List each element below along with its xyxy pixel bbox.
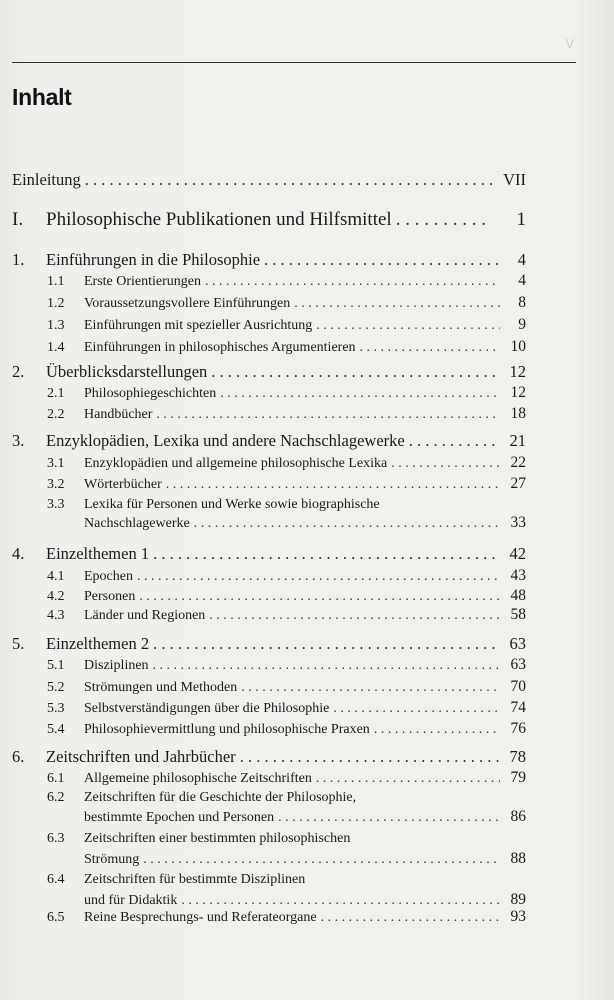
toc-page-number: 4 [517,250,526,269]
header-rule [12,62,576,63]
toc-page-number: 76 [510,720,526,737]
toc-section-6-4[interactable] [47,872,526,888]
toc-section-label: Reine Besprechungs- und Referateorgane [84,910,317,925]
leader-dots [156,407,500,423]
leader-dots [153,634,500,654]
leader-dots [264,250,500,270]
leader-dots [391,456,500,472]
toc-section-number: 2.1 [47,386,65,401]
leader-dots [85,170,492,190]
toc-section-label: Zeitschriften einer bestimmten philosophischen [84,831,351,846]
toc-part-label: Philosophische Publikationen und Hilfsmittel [46,209,392,230]
toc-section-6-2-cont[interactable] [84,808,526,826]
leader-dots [409,431,500,451]
toc-page-number: 27 [510,475,526,492]
toc-section-number: 4.1 [47,569,65,584]
toc-section-4-1[interactable] [47,567,526,585]
toc-section-5-4[interactable] [47,720,526,738]
toc-part-number: I. [12,209,24,230]
leader-dots [333,701,500,717]
toc-page-number: 48 [510,587,526,604]
toc-chapter-number: 4. [12,544,25,563]
toc-section-label: Wörterbücher [84,477,162,492]
toc-page-number: 63 [510,656,526,673]
toc-section-1-2[interactable] [47,294,526,312]
toc-section-number: 3.3 [47,497,65,512]
toc-part-1[interactable] [12,209,526,231]
leader-dots [294,296,500,312]
leader-dots [137,569,500,585]
toc-chapter-4[interactable] [12,544,526,564]
toc-section-number: 4.3 [47,608,65,623]
toc-page-number: 86 [510,808,526,825]
toc-section-label: Allgemeine philosophische Zeitschriften [84,771,312,786]
leader-dots [211,362,500,382]
toc-page-number: 9 [518,316,526,333]
toc-page-number: 70 [510,678,526,695]
toc-page-number: 42 [509,544,526,563]
toc-section-label: Handbücher [84,407,153,422]
toc-section-label: Strömungen und Methoden [84,680,238,695]
leader-dots [360,340,500,356]
toc-section-2-1[interactable] [47,384,526,402]
toc-section-label: Epochen [84,569,133,584]
leader-dots [316,318,500,334]
leader-dots [143,852,500,868]
toc-chapter-label: Einzelthemen 1 [46,544,150,563]
toc-section-3-3[interactable] [47,497,526,513]
leader-dots [374,722,500,738]
toc-section-label: Erste Orientierungen [84,274,202,289]
toc-page-number: 18 [510,405,526,422]
toc-page-number: 89 [510,891,526,908]
toc-section-label: und für Didaktik [84,893,178,908]
toc-section-number: 6.3 [47,831,65,846]
toc-page-number: 22 [510,454,526,471]
running-header [14,36,574,52]
leader-dots [240,747,500,767]
toc-section-1-3[interactable] [47,316,526,334]
leader-dots [205,274,500,290]
toc-section-label: Philosophiegeschichten [84,386,217,401]
leader-dots [316,771,500,787]
toc-page-number: 79 [510,769,526,786]
toc-chapter-2[interactable] [12,362,526,382]
toc-section-label: Nachschlagewerke [84,516,190,531]
leader-dots [166,477,500,493]
toc-page-number: 33 [510,514,526,531]
toc-section-label: Selbstverständigungen über die Philosophie [84,701,330,716]
leader-dots [153,658,500,674]
toc-section-label: Zeitschriften für die Geschichte der Philosophie, [84,790,357,805]
toc-section-number: 1.1 [47,274,65,289]
toc-section-number: 4.2 [47,589,65,604]
toc-section-4-2[interactable] [47,587,526,605]
toc-section-label: Enzyklopädien und allgemeine philosophische Lexika [84,456,388,471]
leader-dots [209,608,500,624]
leader-dots [153,544,500,564]
toc-section-6-1[interactable] [47,769,526,787]
toc-section-2-2[interactable] [47,405,526,423]
page-number-roman: V [565,36,574,51]
leader-dots [194,516,500,532]
toc-section-6-3-cont[interactable] [84,850,526,868]
toc-section-number: 1.2 [47,296,65,311]
toc-section-1-1[interactable] [47,272,526,290]
leader-dots [220,386,500,402]
toc-chapter-1[interactable] [12,250,526,270]
toc-section-number: 5.4 [47,722,65,737]
toc-section-number: 5.3 [47,701,65,716]
leader-dots [278,810,500,826]
toc-page-number: 8 [518,294,526,311]
toc-section-label: Einführungen in philosophisches Argumentieren [84,340,356,355]
toc-page-number: 1 [516,209,526,230]
toc-section-3-2[interactable] [47,475,526,493]
toc-chapter-number: 6. [12,747,25,766]
toc-section-label: Länder und Regionen [84,608,206,623]
toc-chapter-number: 3. [12,431,25,450]
toc-entry-einleitung[interactable] [12,170,526,190]
toc-page-number: 88 [510,850,526,867]
toc-page-number: VII [503,170,526,189]
toc-section-number: 5.2 [47,680,65,695]
toc-section-3-3-cont[interactable] [84,514,526,532]
toc-section-number: 6.4 [47,872,65,887]
page-title: Inhalt [12,84,72,110]
toc-page-number: 4 [518,272,526,289]
toc-page-number: 12 [509,362,526,381]
toc-section-label: Voraussetzungsvollere Einführungen [84,296,291,311]
toc-chapter-label: Einzelthemen 2 [46,634,150,653]
toc-page-number: 74 [510,699,526,716]
toc-section-5-1[interactable] [47,656,526,674]
toc-section-4-3[interactable] [47,606,526,624]
toc-section-label: Personen [84,589,136,604]
toc-chapter-label: Enzyklopädien, Lexika und andere Nachschlagewerke [46,431,405,450]
toc-section-label: Strömung [84,852,140,867]
toc-chapter-number: 5. [12,634,25,653]
toc-section-6-5[interactable] [47,908,526,926]
toc-section-label: Philosophievermittlung und philosophische Praxen [84,722,370,737]
toc-section-6-3[interactable] [47,831,526,847]
toc-section-6-4-cont[interactable] [84,891,526,909]
leader-dots [241,680,500,696]
toc-page-number: 78 [509,747,526,766]
leader-dots [181,893,500,909]
toc-section-5-2[interactable] [47,678,526,696]
toc-section-number: 6.1 [47,771,65,786]
toc-section-6-2[interactable] [47,790,526,806]
toc-page-number: 43 [510,567,526,584]
toc-chapter-5[interactable] [12,634,526,654]
leader-dots [139,589,500,605]
toc-section-number: 2.2 [47,407,65,422]
toc-section-number: 3.1 [47,456,65,471]
toc-section-label: Disziplinen [84,658,149,673]
toc-page-number: 21 [509,431,526,450]
toc-page-number: 12 [510,384,526,401]
toc-section-label: bestimmte Epochen und Personen [84,810,275,825]
toc-chapter-3[interactable] [12,431,526,451]
toc-chapter-number: 1. [12,250,25,269]
toc-page-number: 10 [510,338,526,355]
toc-page-number: 63 [509,634,526,653]
toc-section-number: 5.1 [47,658,65,673]
leader-dots [396,209,492,231]
toc-section-3-1[interactable] [47,454,526,472]
toc-chapter-6[interactable] [12,747,526,767]
toc-section-1-4[interactable] [47,338,526,356]
toc-entry-label: Einleitung [12,170,81,189]
toc-page-number: 93 [510,908,526,925]
toc-chapter-label: Zeitschriften und Jahrbücher [46,747,236,766]
toc-chapter-number: 2. [12,362,25,381]
toc-section-number: 1.4 [47,340,65,355]
toc-section-5-3[interactable] [47,699,526,717]
toc-section-label: Lexika für Personen und Werke sowie biographische [84,497,380,512]
toc-chapter-label: Einführungen in die Philosophie [46,250,261,269]
toc-section-number: 6.5 [47,910,65,925]
toc-section-label: Einführungen mit spezieller Ausrichtung [84,318,313,333]
toc-section-label: Zeitschriften für bestimmte Disziplinen [84,872,306,887]
toc-section-number: 3.2 [47,477,65,492]
toc-section-number: 6.2 [47,790,65,805]
leader-dots [321,910,500,926]
toc-chapter-label: Überblicksdarstellungen [46,362,208,381]
toc-section-number: 1.3 [47,318,65,333]
toc-page-number: 58 [510,606,526,623]
